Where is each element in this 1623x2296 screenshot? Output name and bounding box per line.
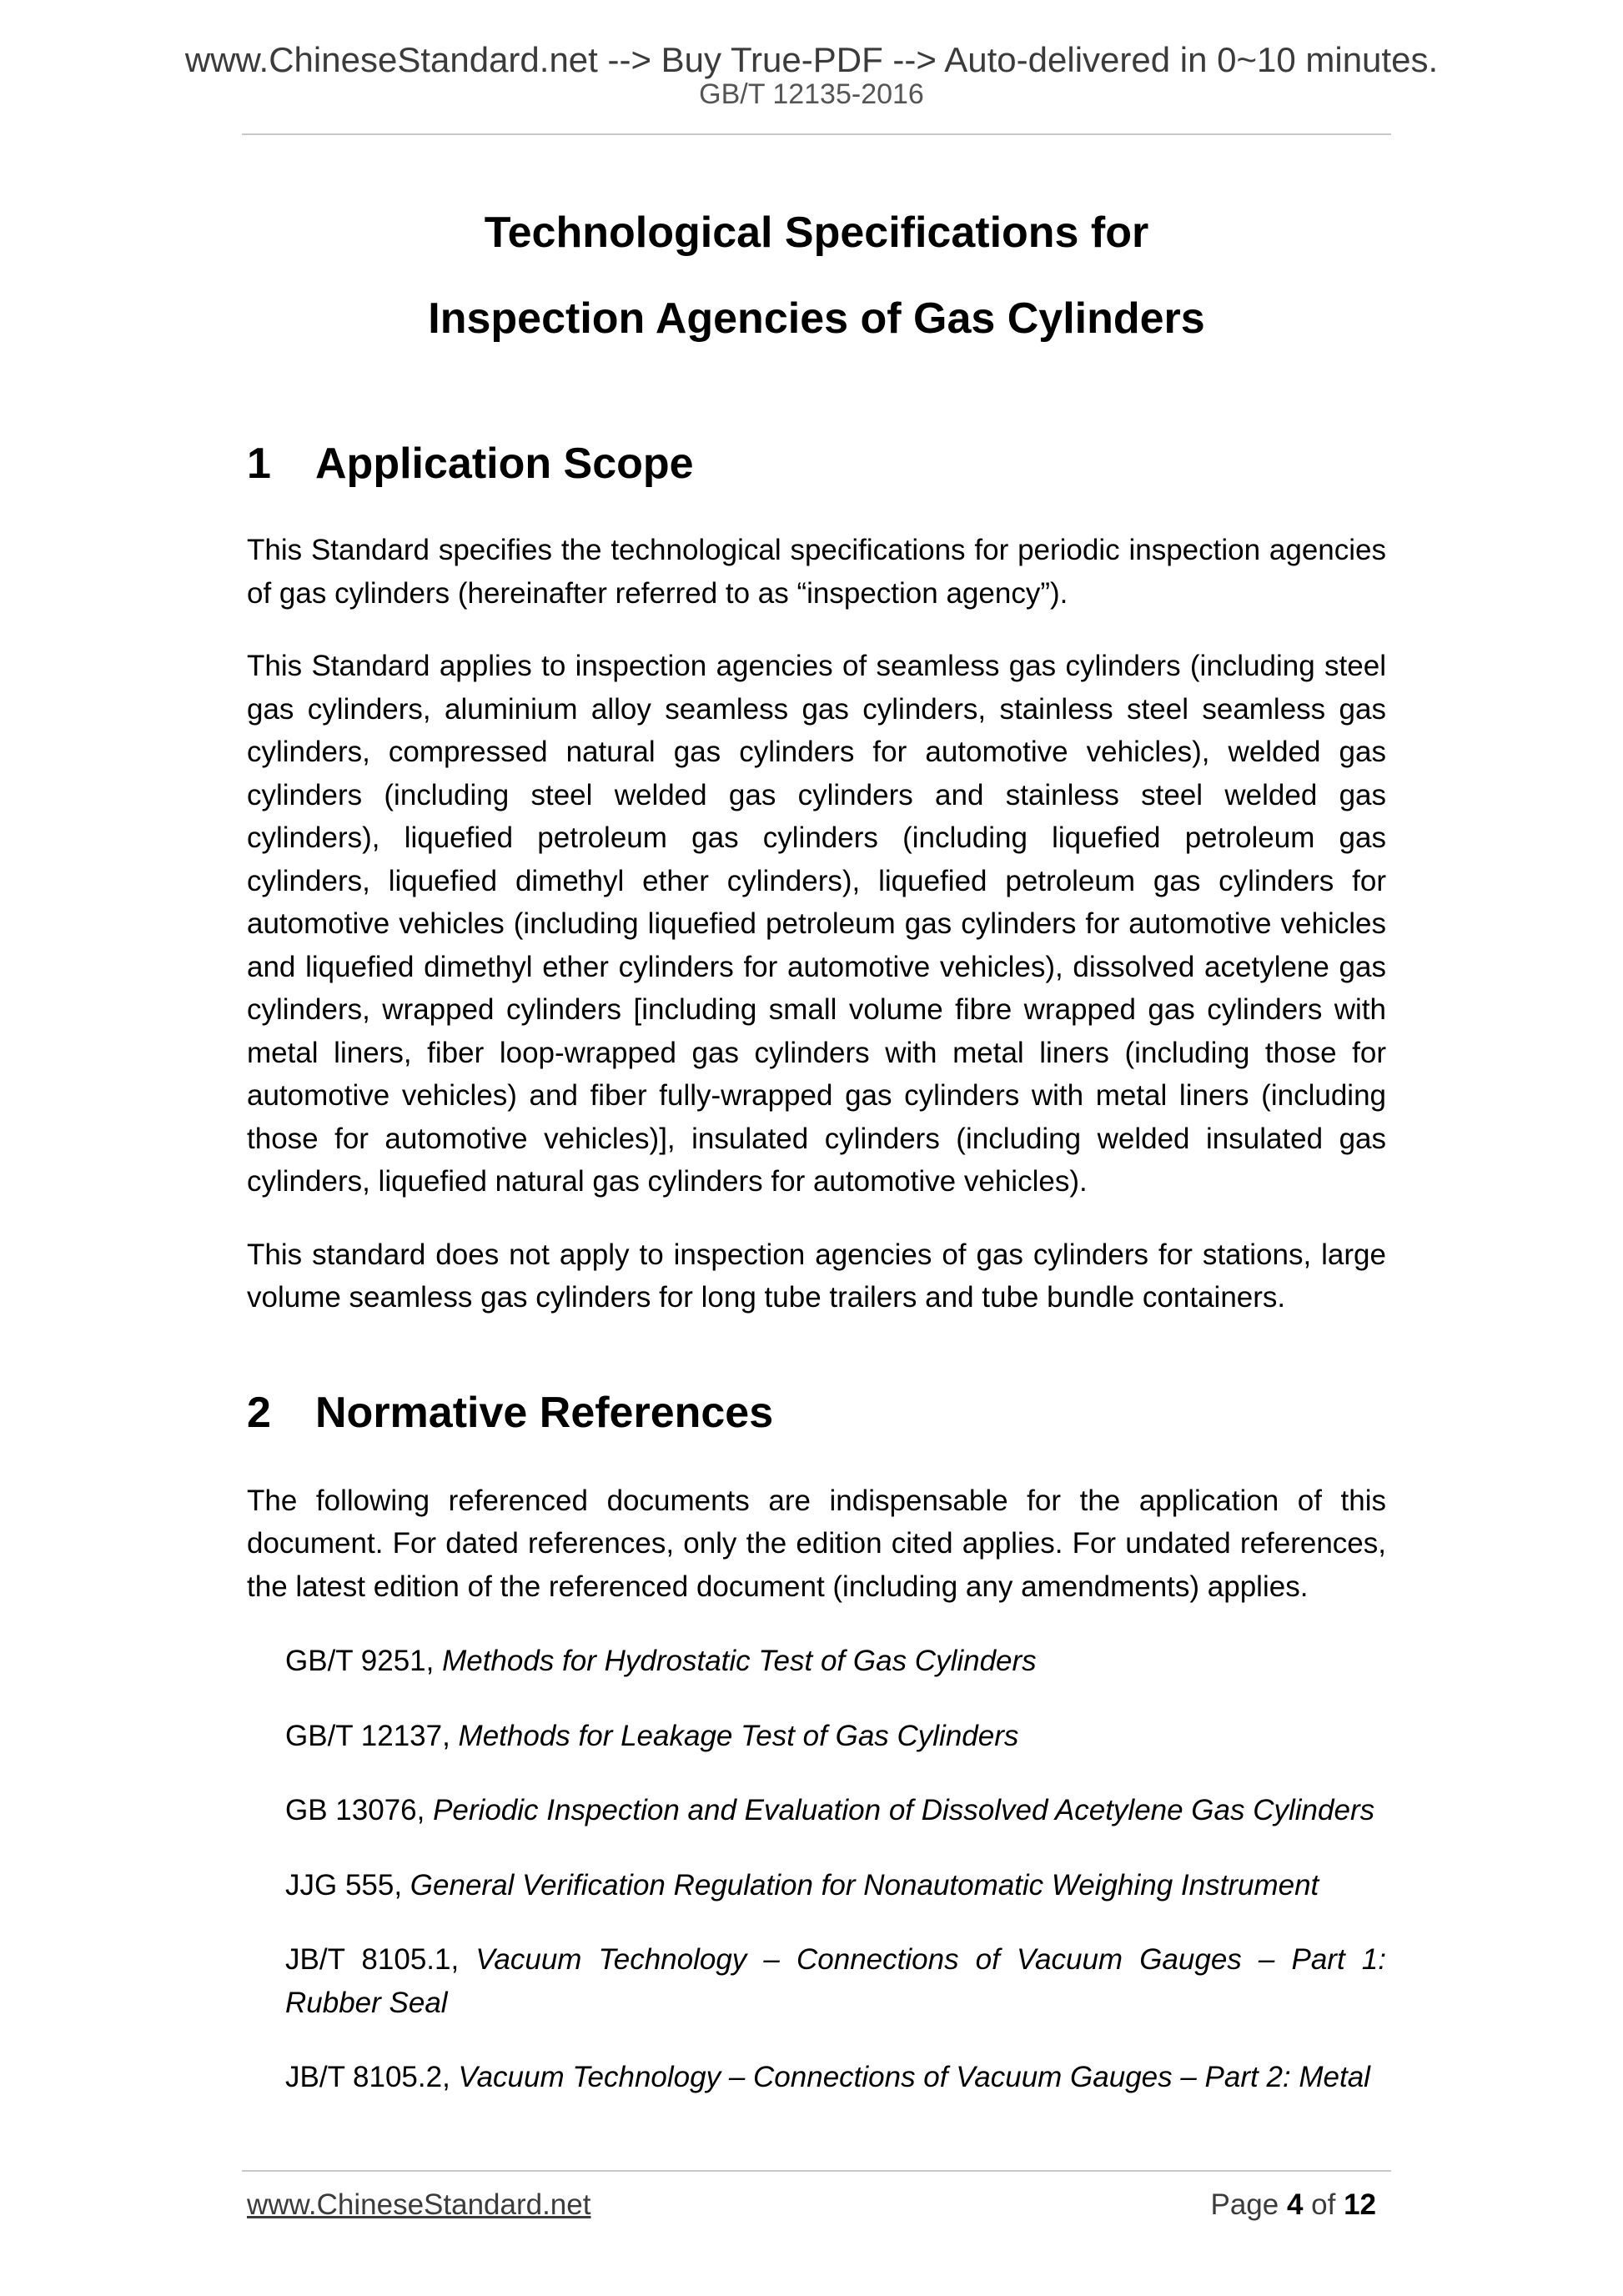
reference-title: Methods for Hydrostatic Test of Gas Cylinders: [442, 1645, 1037, 1677]
reference-item: [285, 1640, 1386, 1683]
reference-item: [285, 1789, 1386, 1832]
reference-code: GB 13076,: [285, 1794, 434, 1826]
reference-item: [285, 1938, 1386, 2024]
section-1-paragraph-3: This standard does not apply to inspection agencies of gas cylinders for stations, large volume seamless gas cylinders for long tube trailers and tube bundle containers.: [247, 1238, 1386, 1314]
document-title: [247, 190, 1386, 362]
reference-code: GB/T 12137,: [285, 1719, 459, 1752]
reference-title: Vacuum Technology – Connections of Vacuum Gauges – Part 2: Metal: [458, 2061, 1370, 2093]
reference-title: General Verification Regulation for Nonautomatic Weighing Instrument: [410, 1868, 1319, 1902]
title-line-2: Inspection Agencies of Gas Cylinders: [428, 294, 1205, 343]
section-2-heading: [247, 1388, 1386, 1438]
section-2-title: Normative References: [315, 1388, 774, 1437]
reference-item: [285, 1864, 1386, 1907]
current-page-number: 4: [1286, 2188, 1304, 2221]
section-1-paragraph-1: This Standard specifies the technological specifications for periodic inspection agencies of gas cylinders (hereinafter referred to as “inspection agency”).: [247, 534, 1386, 610]
document-body: [247, 190, 1386, 2099]
reference-title: Periodic Inspection and Evaluation of Dissolved Acetylene Gas Cylinders: [433, 1794, 1375, 1826]
page-of: of: [1303, 2188, 1344, 2221]
reference-item: [285, 1715, 1386, 1758]
section-2-paragraph-1: The following referenced documents are indispensable for the application of this document. For dated references, only the edition cited applies. For undated references, the latest edition of the referenced document (including any amendments) applies.: [247, 1484, 1386, 1603]
reference-code: JB/T 8105.2,: [285, 2061, 459, 2093]
header-banner: www.ChineseStandard.net --> Buy True-PDF --> Auto-delivered in 0~10 minutes.: [184, 40, 1439, 79]
reference-code: JB/T 8105.1,: [285, 1943, 476, 1976]
page-prefix: Page: [1210, 2188, 1287, 2221]
footer-site-link[interactable]: www.ChineseStandard.net: [247, 2188, 591, 2221]
page-indicator: [1210, 2188, 1376, 2222]
section-1-paragraph-2: This Standard applies to inspection agencies of seamless gas cylinders (including steel gas cylinders, aluminium alloy seamless gas cylinders, stainless steel seamless gas cylinders, compressed natural gas cylinders for automotive vehicles), welded gas cylinders (including steel welded gas cylinders and stainless steel welded gas cylinders), liquefied petroleum gas cylinders (including liquefied petroleum gas cylinders, liquefied dimethyl ether cylinders), liquefied petroleum gas cylinders for automotive vehicles (including liquefied petroleum gas cylinders for automotive vehicles and liquefied dimethyl ether cylinders for automotive vehicles), dissolved acetylene gas cylinders, wrapped cylinders [including small volume fibre wrapped gas cylinders with metal liners, fiber loop-wrapped gas cylinders with metal liners (including those for automotive vehicles) and fiber fully-wrapped gas cylinders with metal liners (including those for automotive vehicles)], insulated cylinders (including welded insulated gas cylinders, liquefied natural gas cylinders for automotive vehicles).: [247, 650, 1386, 1198]
header-doc-id: GB/T 12135-2016: [699, 78, 924, 110]
total-page-count: 12: [1344, 2188, 1376, 2221]
section-1-heading: [247, 439, 1386, 489]
reference-title: Methods for Leakage Test of Gas Cylinders: [458, 1719, 1019, 1752]
section-2-number: 2: [247, 1388, 271, 1437]
header-divider: [242, 133, 1391, 135]
section-1-number: 1: [247, 440, 271, 488]
reference-title: Vacuum Technology – Connections of Vacuum Gauges – Part 1: Rubber Seal: [285, 1943, 1386, 2019]
reference-code: JJG 555,: [285, 1868, 410, 1902]
reference-item: [285, 2056, 1386, 2099]
footer-divider: [242, 2170, 1391, 2172]
reference-code: GB/T 9251,: [285, 1645, 443, 1677]
section-1-title: Application Scope: [315, 440, 694, 488]
title-line-1: Technological Specifications for: [484, 208, 1149, 257]
